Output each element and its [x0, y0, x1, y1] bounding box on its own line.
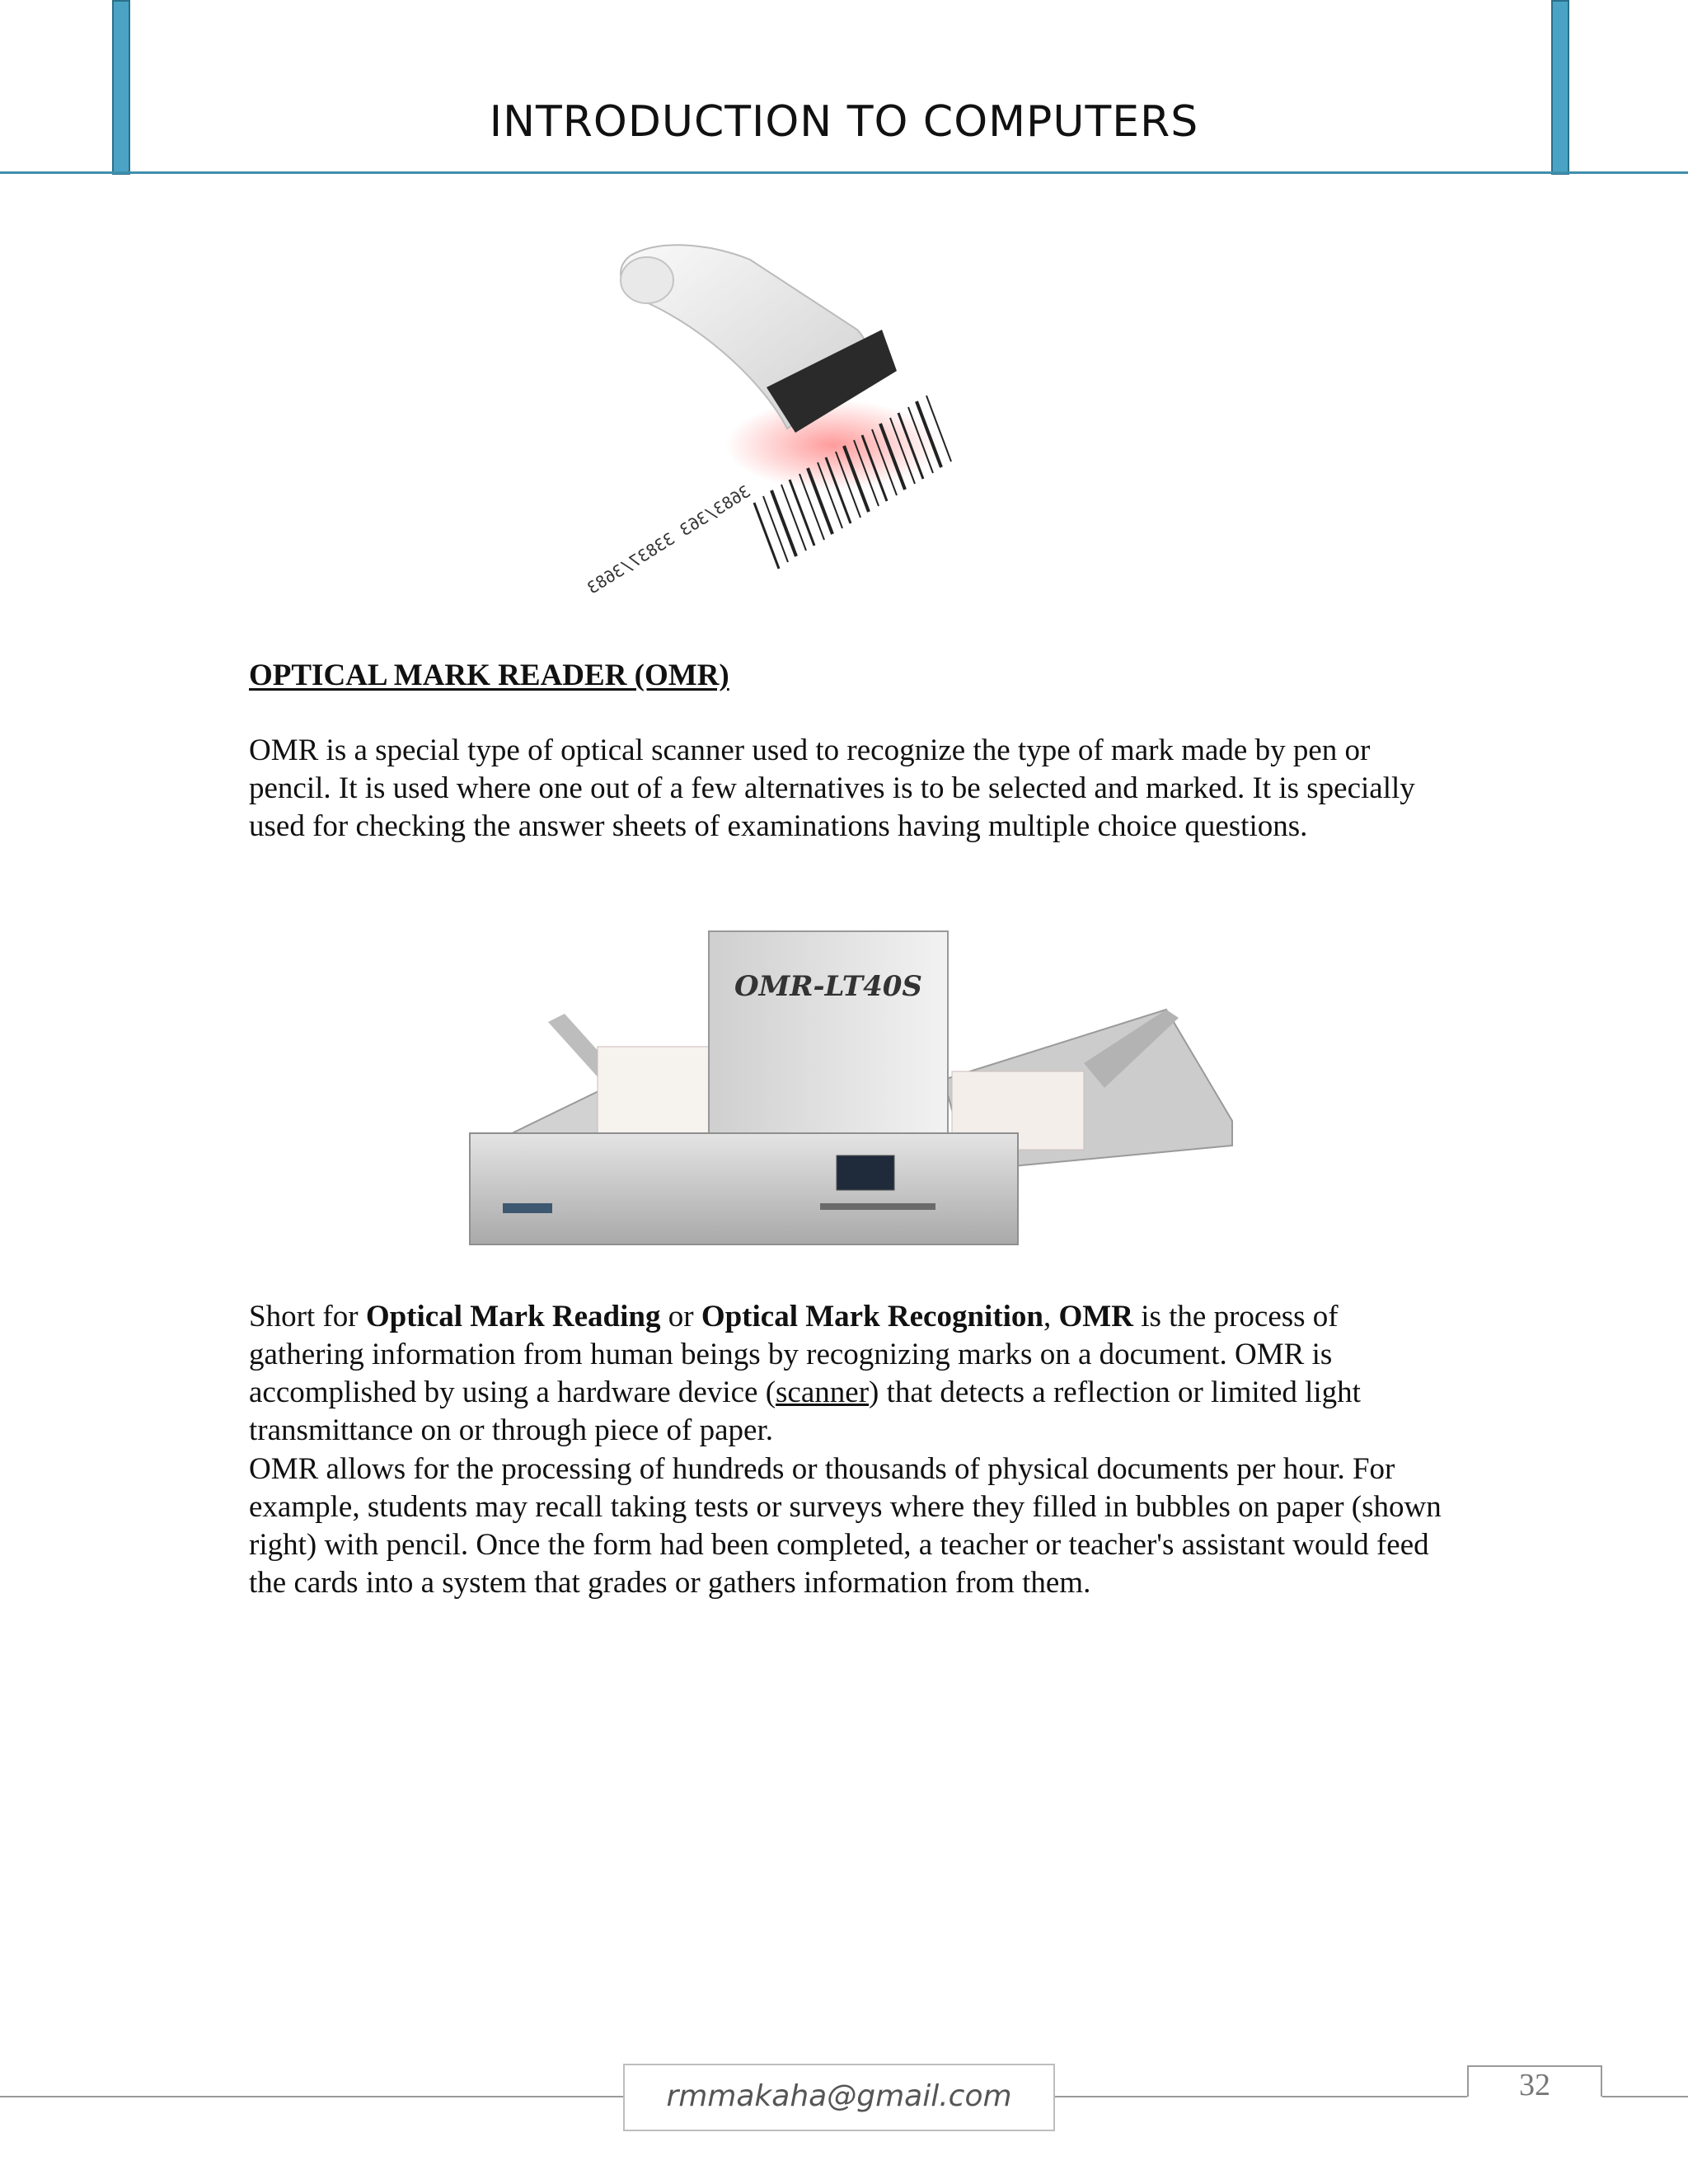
text-run: Short for [249, 1300, 366, 1333]
term-optical-mark-reading: Optical Mark Reading [365, 1300, 661, 1333]
footer-rule-middle [1055, 2096, 1467, 2097]
section-heading-omr: OPTICAL MARK READER (OMR) [249, 658, 729, 692]
barcode-scanner-image [583, 239, 1071, 598]
barcode-number: 3683/363 33837/3683 [583, 480, 754, 598]
scanner-link[interactable]: scanner [776, 1376, 870, 1409]
omr-usage-paragraph: OMR allows for the processing of hundreds or thousands of physical documents per hour. For example, students may recall taking tests or surveys where they filled in bubbles on paper (shown right) with pencil. Once the form had been completed, a teacher or teacher's assistant would feed the cards into a system that grades or gathers information from them. [249, 1452, 1442, 1600]
header-rule [0, 171, 1688, 174]
page-header-title: INTRODUCTION TO COMPUTERS [489, 97, 1199, 147]
term-omr: OMR [1058, 1300, 1133, 1333]
footer-rule-right [1602, 2096, 1688, 2097]
text-run: ) that detects a reflection or limited light transmittance on or through piece of paper. [249, 1376, 1361, 1447]
text-run: is the process of gathering information from human beings by recognizing marks on a document. OMR is accomplished by using a hardware device ( [249, 1300, 1339, 1409]
omr-definition-paragraph [249, 1298, 1452, 1450]
text-run: , [1043, 1300, 1059, 1333]
text-run: or [660, 1300, 701, 1333]
omr-machine-image [457, 923, 1249, 1261]
footer-rule-left [0, 2096, 623, 2097]
term-optical-mark-recognition: Optical Mark Recognition [701, 1300, 1044, 1333]
omr-description-paragraph: OMR is a special type of optical scanner used to recognize the type of mark made by pen or pencil. It is used where one out of a few alternatives is to be selected and marked. It is specially used for checking the answer sheets of examinations having multiple choice questions. [249, 733, 1415, 843]
omr-model-label: OMR-LT40S [734, 970, 922, 1003]
footer-email: rmmakaha@gmail.com [623, 2064, 1055, 2131]
header-bar-left [112, 0, 130, 175]
page-number: 32 [1519, 2068, 1550, 2102]
header-bar-right [1551, 0, 1569, 175]
